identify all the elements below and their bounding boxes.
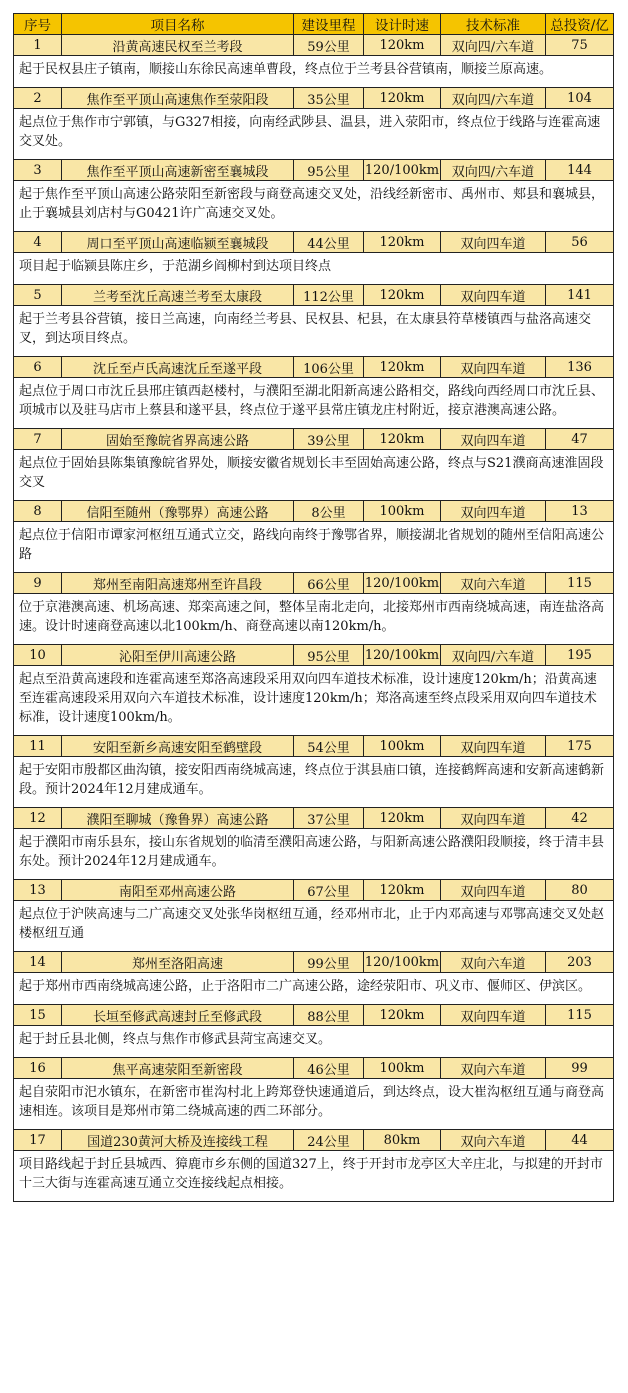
project-speed: 120/100km [364, 573, 441, 594]
project-row [14, 35, 614, 56]
description-row [14, 306, 614, 357]
project-investment: 47 [546, 429, 614, 450]
project-no: 10 [14, 645, 62, 666]
project-row [14, 160, 614, 181]
project-row [14, 952, 614, 973]
project-length: 99公里 [294, 952, 364, 973]
project-description: 起于郑州市西南绕城高速公路，止于洛阳市二广高速公路，途经荥阳市、巩义市、偃师区、伊滨区。 [14, 973, 614, 1005]
project-name: 焦平高速荥阳至新密段 [62, 1058, 294, 1079]
project-investment: 175 [546, 736, 614, 757]
project-standard: 双向六车道 [441, 1058, 546, 1079]
project-row [14, 808, 614, 829]
project-speed: 120/100km [364, 952, 441, 973]
project-speed: 100km [364, 736, 441, 757]
project-standard: 双向四车道 [441, 232, 546, 253]
project-no: 8 [14, 501, 62, 522]
project-row [14, 736, 614, 757]
project-name: 沁阳至伊川高速公路 [62, 645, 294, 666]
project-investment: 56 [546, 232, 614, 253]
project-length: 46公里 [294, 1058, 364, 1079]
project-speed: 120km [364, 88, 441, 109]
project-no: 3 [14, 160, 62, 181]
project-standard: 双向四车道 [441, 736, 546, 757]
project-investment: 195 [546, 645, 614, 666]
project-length: 67公里 [294, 880, 364, 901]
project-row [14, 1005, 614, 1026]
project-description: 起于民权县庄子镇南，顺接山东徐民高速单曹段，终点位于兰考县谷营镇南，顺接兰原高速。 [14, 56, 614, 88]
project-name: 信阳至随州（豫鄂界）高速公路 [62, 501, 294, 522]
description-row [14, 757, 614, 808]
project-no: 12 [14, 808, 62, 829]
project-investment: 13 [546, 501, 614, 522]
description-row [14, 1151, 614, 1202]
project-speed: 120km [364, 357, 441, 378]
project-length: 35公里 [294, 88, 364, 109]
project-investment: 104 [546, 88, 614, 109]
project-name: 兰考至沈丘高速兰考至太康段 [62, 285, 294, 306]
project-standard: 双向四车道 [441, 285, 546, 306]
project-speed: 120km [364, 285, 441, 306]
project-investment: 75 [546, 35, 614, 56]
table-body [14, 14, 614, 1202]
project-length: 24公里 [294, 1130, 364, 1151]
project-name: 沿黄高速民权至兰考段 [62, 35, 294, 56]
project-row [14, 88, 614, 109]
header-length: 建设里程 [294, 14, 364, 35]
project-description: 起自荥阳市汜水镇东，在新密市崔沟村北上跨郑登快速通道后，到达终点，设大崔沟枢纽互通与商登高速相连。该项目是郑州市第二绕城高速的西二环部分。 [14, 1079, 614, 1130]
project-standard: 双向四车道 [441, 429, 546, 450]
project-name: 安阳至新乡高速安阳至鹤壁段 [62, 736, 294, 757]
project-table [13, 13, 614, 1202]
project-row [14, 357, 614, 378]
project-no: 2 [14, 88, 62, 109]
project-standard: 双向四/六车道 [441, 160, 546, 181]
project-row [14, 232, 614, 253]
header-name: 项目名称 [62, 14, 294, 35]
header-no: 序号 [14, 14, 62, 35]
project-description: 起于兰考县谷营镇，接日兰高速，向南经兰考县、民权县、杞县，在太康县符草楼镇西与盐洛高速交叉，到达项目终点。 [14, 306, 614, 357]
project-name: 焦作至平顶山高速焦作至荥阳段 [62, 88, 294, 109]
project-investment: 42 [546, 808, 614, 829]
project-no: 11 [14, 736, 62, 757]
project-name: 长垣至修武高速封丘至修武段 [62, 1005, 294, 1026]
project-length: 95公里 [294, 645, 364, 666]
project-speed: 120km [364, 232, 441, 253]
project-investment: 115 [546, 1005, 614, 1026]
project-standard: 双向四车道 [441, 1005, 546, 1026]
description-row [14, 253, 614, 285]
project-investment: 99 [546, 1058, 614, 1079]
project-description: 项目路线起于封丘县城西、獐鹿市乡东侧的国道327上，终于开封市龙亭区大辛庄北，与拟建的开封市十三大街与连霍高速互通立交连接线起点相接。 [14, 1151, 614, 1202]
project-description: 起于濮阳市南乐县东，接山东省规划的临清至濮阳高速公路，与阳新高速公路濮阳段顺接，终于清丰县东处。预计2024年12月建成通车。 [14, 829, 614, 880]
project-description: 起点位于焦作市宁郭镇，与G327相接，向南经武陟县、温县，进入荥阳市，终点位于线路与连霍高速交叉处。 [14, 109, 614, 160]
project-standard: 双向四/六车道 [441, 88, 546, 109]
project-description: 起于安阳市殷都区曲沟镇，接安阳西南绕城高速，终点位于淇县庙口镇，连接鹤辉高速和安新高速鹤新段。预计2024年12月建成通车。 [14, 757, 614, 808]
project-row [14, 1058, 614, 1079]
project-standard: 双向四车道 [441, 357, 546, 378]
project-investment: 203 [546, 952, 614, 973]
project-investment: 44 [546, 1130, 614, 1151]
description-row [14, 109, 614, 160]
project-speed: 120km [364, 35, 441, 56]
project-description: 起于焦作至平顶山高速公路荥阳至新密段与商登高速交叉处，沿线经新密市、禹州市、郏县和襄城县，止于襄城县刘店村与G0421许广高速交叉处。 [14, 181, 614, 232]
project-length: 66公里 [294, 573, 364, 594]
project-speed: 120km [364, 880, 441, 901]
project-length: 54公里 [294, 736, 364, 757]
project-row [14, 501, 614, 522]
project-speed: 120/100km [364, 160, 441, 181]
project-row [14, 1130, 614, 1151]
project-length: 44公里 [294, 232, 364, 253]
description-row [14, 973, 614, 1005]
project-description: 起点位于信阳市谭家河枢纽互通式立交，路线向南终于豫鄂省界，顺接湖北省规划的随州至信阳高速公路 [14, 522, 614, 573]
project-no: 14 [14, 952, 62, 973]
header-row [14, 14, 614, 35]
project-name: 郑州至南阳高速郑州至许昌段 [62, 573, 294, 594]
project-name: 郑州至洛阳高速 [62, 952, 294, 973]
project-name: 焦作至平顶山高速新密至襄城段 [62, 160, 294, 181]
description-row [14, 56, 614, 88]
project-speed: 80km [364, 1130, 441, 1151]
project-length: 37公里 [294, 808, 364, 829]
project-name: 国道230黄河大桥及连接线工程 [62, 1130, 294, 1151]
project-investment: 136 [546, 357, 614, 378]
project-length: 59公里 [294, 35, 364, 56]
project-standard: 双向四车道 [441, 501, 546, 522]
project-standard: 双向六车道 [441, 573, 546, 594]
description-row [14, 1026, 614, 1058]
project-speed: 100km [364, 501, 441, 522]
project-no: 1 [14, 35, 62, 56]
project-no: 5 [14, 285, 62, 306]
project-length: 106公里 [294, 357, 364, 378]
project-no: 9 [14, 573, 62, 594]
description-row [14, 522, 614, 573]
project-description: 起点位于固始县陈集镇豫皖省界处，顺接安徽省规划长丰至固始高速公路，终点与S21濮商高速淮固段交叉 [14, 450, 614, 501]
project-speed: 120km [364, 429, 441, 450]
project-description: 起于封丘县北侧，终点与焦作市修武县菏宝高速交叉。 [14, 1026, 614, 1058]
project-description: 起点至沿黄高速段和连霍高速至郑洛高速段采用双向四车道技术标准，设计速度120km/h；沿黄高速至连霍高速段采用双向六车道技术标准，设计速度120km/h；郑洛高速至终点段采用双向四车道技术标准，设计速度100km/h。 [14, 666, 614, 736]
project-standard: 双向六车道 [441, 952, 546, 973]
project-row [14, 285, 614, 306]
description-row [14, 181, 614, 232]
project-no: 13 [14, 880, 62, 901]
project-standard: 双向四车道 [441, 880, 546, 901]
project-description: 起点位于沪陕高速与二广高速交叉处张华岗枢纽互通，经邓州市北，止于内邓高速与邓鄂高速交叉处赵楼枢纽互通 [14, 901, 614, 952]
project-length: 8公里 [294, 501, 364, 522]
project-row [14, 573, 614, 594]
project-speed: 120/100km [364, 645, 441, 666]
description-row [14, 901, 614, 952]
project-investment: 141 [546, 285, 614, 306]
description-row [14, 594, 614, 645]
project-no: 17 [14, 1130, 62, 1151]
project-investment: 80 [546, 880, 614, 901]
header-investment: 总投资/亿 [546, 14, 614, 35]
project-investment: 115 [546, 573, 614, 594]
project-length: 95公里 [294, 160, 364, 181]
project-name: 周口至平顶山高速临颍至襄城段 [62, 232, 294, 253]
project-speed: 120km [364, 808, 441, 829]
project-investment: 144 [546, 160, 614, 181]
project-description: 位于京港澳高速、机场高速、郑栾高速之间，整体呈南北走向，北接郑州市西南绕城高速，南连盐洛高速。设计时速商登高速以北100km/h、商登高速以南120km/h。 [14, 594, 614, 645]
project-length: 112公里 [294, 285, 364, 306]
header-standard: 技术标准 [441, 14, 546, 35]
project-name: 沈丘至卢氏高速沈丘至遂平段 [62, 357, 294, 378]
project-name: 濮阳至聊城（豫鲁界）高速公路 [62, 808, 294, 829]
description-row [14, 450, 614, 501]
project-no: 4 [14, 232, 62, 253]
project-row [14, 429, 614, 450]
description-row [14, 829, 614, 880]
description-row [14, 666, 614, 736]
project-length: 88公里 [294, 1005, 364, 1026]
project-standard: 双向四/六车道 [441, 645, 546, 666]
project-row [14, 880, 614, 901]
project-standard: 双向四车道 [441, 808, 546, 829]
description-row [14, 378, 614, 429]
project-name: 南阳至邓州高速公路 [62, 880, 294, 901]
project-speed: 100km [364, 1058, 441, 1079]
description-row [14, 1079, 614, 1130]
project-no: 16 [14, 1058, 62, 1079]
project-table-sheet [13, 13, 613, 1202]
project-length: 39公里 [294, 429, 364, 450]
project-standard: 双向六车道 [441, 1130, 546, 1151]
project-no: 15 [14, 1005, 62, 1026]
project-standard: 双向四/六车道 [441, 35, 546, 56]
project-description: 项目起于临颍县陈庄乡，于范湖乡阎柳村到达项目终点 [14, 253, 614, 285]
project-row [14, 645, 614, 666]
project-speed: 120km [364, 1005, 441, 1026]
project-no: 7 [14, 429, 62, 450]
project-description: 起点位于周口市沈丘县邢庄镇西赵楼村，与濮阳至湖北阳新高速公路相交，路线向西经周口市沈丘县、项城市以及驻马店市上蔡县和遂平县，终点位于遂平县常庄镇龙庄村附近，接京港澳高速公路。 [14, 378, 614, 429]
project-name: 固始至豫皖省界高速公路 [62, 429, 294, 450]
header-speed: 设计时速 [364, 14, 441, 35]
project-no: 6 [14, 357, 62, 378]
